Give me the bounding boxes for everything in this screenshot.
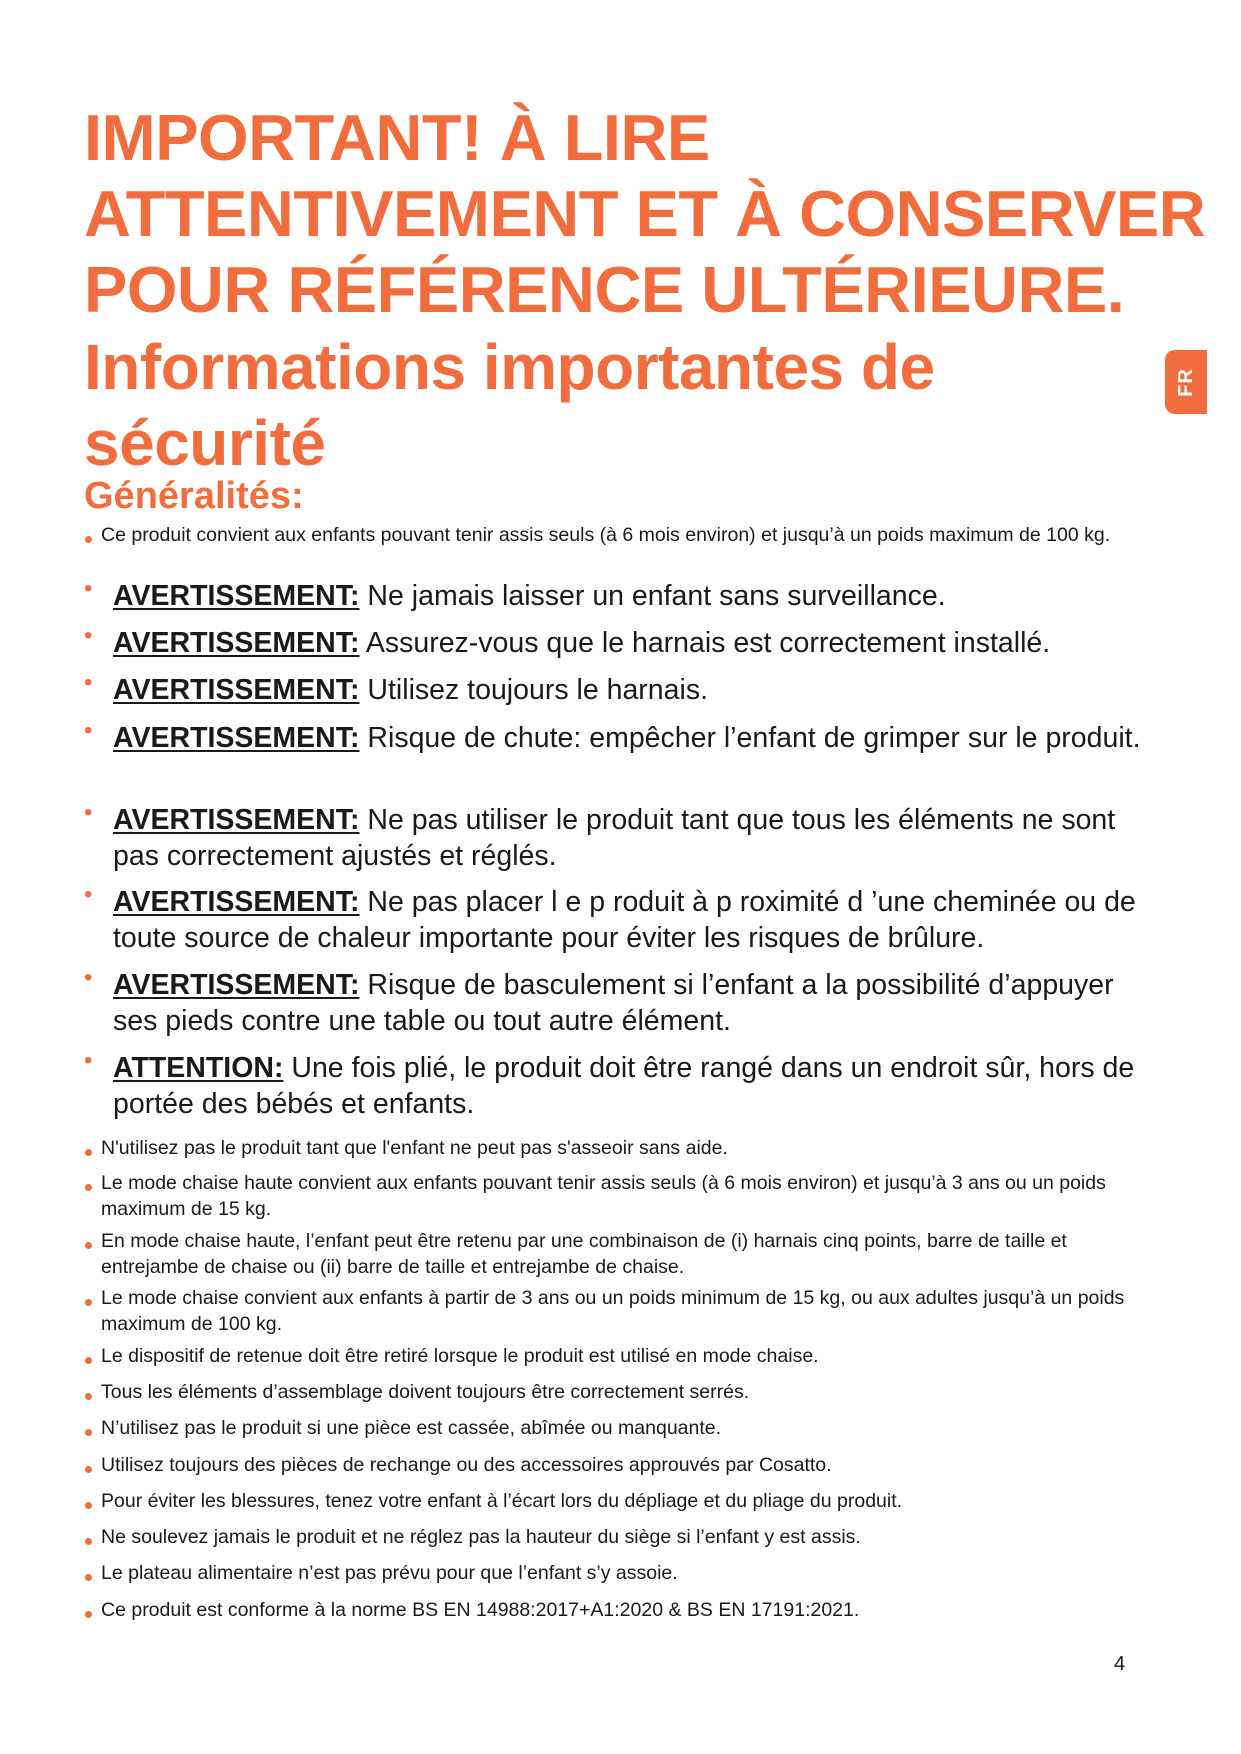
- note-item: En mode chaise haute, l’enfant peut être retenu par une combinaison de (i) harnais cinq points, barre de taille et entrejambe de chaise ou (ii) barre de taille et entrejambe de chaise.: [84, 1228, 1144, 1280]
- warning-item: [84, 967, 1154, 1039]
- warning-label: AVERTISSEMENT:: [113, 580, 360, 612]
- warning-label: AVERTISSEMENT:: [113, 627, 360, 659]
- title-line: POUR RÉFÉRENCE ULTÉRIEURE.: [84, 253, 1125, 326]
- warning-text: Ne pas placer l e p roduit à p roximité d ’une cheminée ou de toute source de chaleur importante pour éviter les risques de brûlure.: [113, 886, 1136, 954]
- warning-label: AVERTISSEMENT:: [113, 722, 360, 754]
- note-item: N'utilisez pas le produit tant que l'enfant ne peut pas s'asseoir sans aide.: [84, 1135, 1144, 1161]
- note-item: Le plateau alimentaire n’est pas prévu pour que l’enfant s’y assoie.: [84, 1560, 1144, 1586]
- intro-item: Ce produit convient aux enfants pouvant tenir assis seuls (à 6 mois environ) et jusqu’à un poids maximum de 100 kg.: [84, 522, 1144, 548]
- warning-item: [84, 802, 1154, 874]
- note-item: Tous les éléments d’assemblage doivent toujours être correctement serrés.: [84, 1379, 1144, 1405]
- page-number: 4: [1114, 1653, 1126, 1675]
- note-item: Pour éviter les blessures, tenez votre enfant à l’écart lors du dépliage et du pliage du produit.: [84, 1488, 1144, 1514]
- warning-item: [84, 1050, 1154, 1122]
- subtitle-line: Informations importantes de: [84, 331, 935, 403]
- language-tab-label: FR: [1174, 367, 1197, 397]
- note-item: Le mode chaise convient aux enfants à partir de 3 ans ou un poids minimum de 15 kg, ou aux adultes jusqu’à un poids maximum de 100 kg.: [84, 1285, 1144, 1337]
- language-tab: [1165, 350, 1207, 414]
- section-heading: Généralités:: [84, 475, 304, 517]
- warning-text: Risque de basculement si l’enfant a la possibilité d’appuyer ses pieds contre une table ou tout autre élément.: [113, 969, 1114, 1037]
- subtitle-line: sécurité: [84, 407, 326, 479]
- note-item: Le mode chaise haute convient aux enfants pouvant tenir assis seuls (à 6 mois environ) et jusqu’à 3 ans ou un poids maximum de 15 kg.: [84, 1170, 1144, 1222]
- warning-item: [84, 578, 1154, 614]
- warning-text: Ne jamais laisser un enfant sans surveillance.: [359, 580, 946, 612]
- warning-label: AVERTISSEMENT:: [113, 804, 360, 836]
- title-line: ATTENTIVEMENT ET À CONSERVER: [84, 177, 1206, 250]
- warning-text: Une fois plié, le produit doit être rangé dans un endroit sûr, hors de portée des bébés et enfants.: [113, 1052, 1135, 1120]
- note-item: Le dispositif de retenue doit être retiré lorsque le produit est utilisé en mode chaise.: [84, 1343, 1144, 1369]
- note-item: Ce produit est conforme à la norme BS EN 14988:2017+A1:2020 & BS EN 17191:2021.: [84, 1597, 1144, 1623]
- note-item: N’utilisez pas le produit si une pièce est cassée, abîmée ou manquante.: [84, 1415, 1144, 1441]
- warning-item: [84, 672, 1154, 708]
- warning-text: Utilisez toujours le harnais.: [359, 674, 708, 706]
- note-item: Ne soulevez jamais le produit et ne réglez pas la hauteur du siège si l’enfant y est assis.: [84, 1524, 1144, 1550]
- warning-label: ATTENTION:: [113, 1052, 284, 1084]
- warning-text: Ne pas utiliser le produit tant que tous les éléments ne sont pas correctement ajustés et réglés.: [113, 804, 1116, 872]
- warning-text: Risque de chute: empêcher l’enfant de grimper sur le produit.: [359, 722, 1141, 754]
- warning-item: [84, 720, 1154, 756]
- warning-label: AVERTISSEMENT:: [113, 969, 360, 1001]
- title-line: IMPORTANT! À LIRE: [84, 101, 710, 174]
- warning-item: [84, 625, 1154, 661]
- note-item: Utilisez toujours des pièces de rechange ou des accessoires approuvés par Cosatto.: [84, 1452, 1144, 1478]
- warning-label: AVERTISSEMENT:: [113, 886, 360, 918]
- warning-text: Assurez-vous que le harnais est correctement installé.: [359, 627, 1051, 659]
- warning-label: AVERTISSEMENT:: [113, 674, 360, 706]
- warning-item: [84, 884, 1154, 956]
